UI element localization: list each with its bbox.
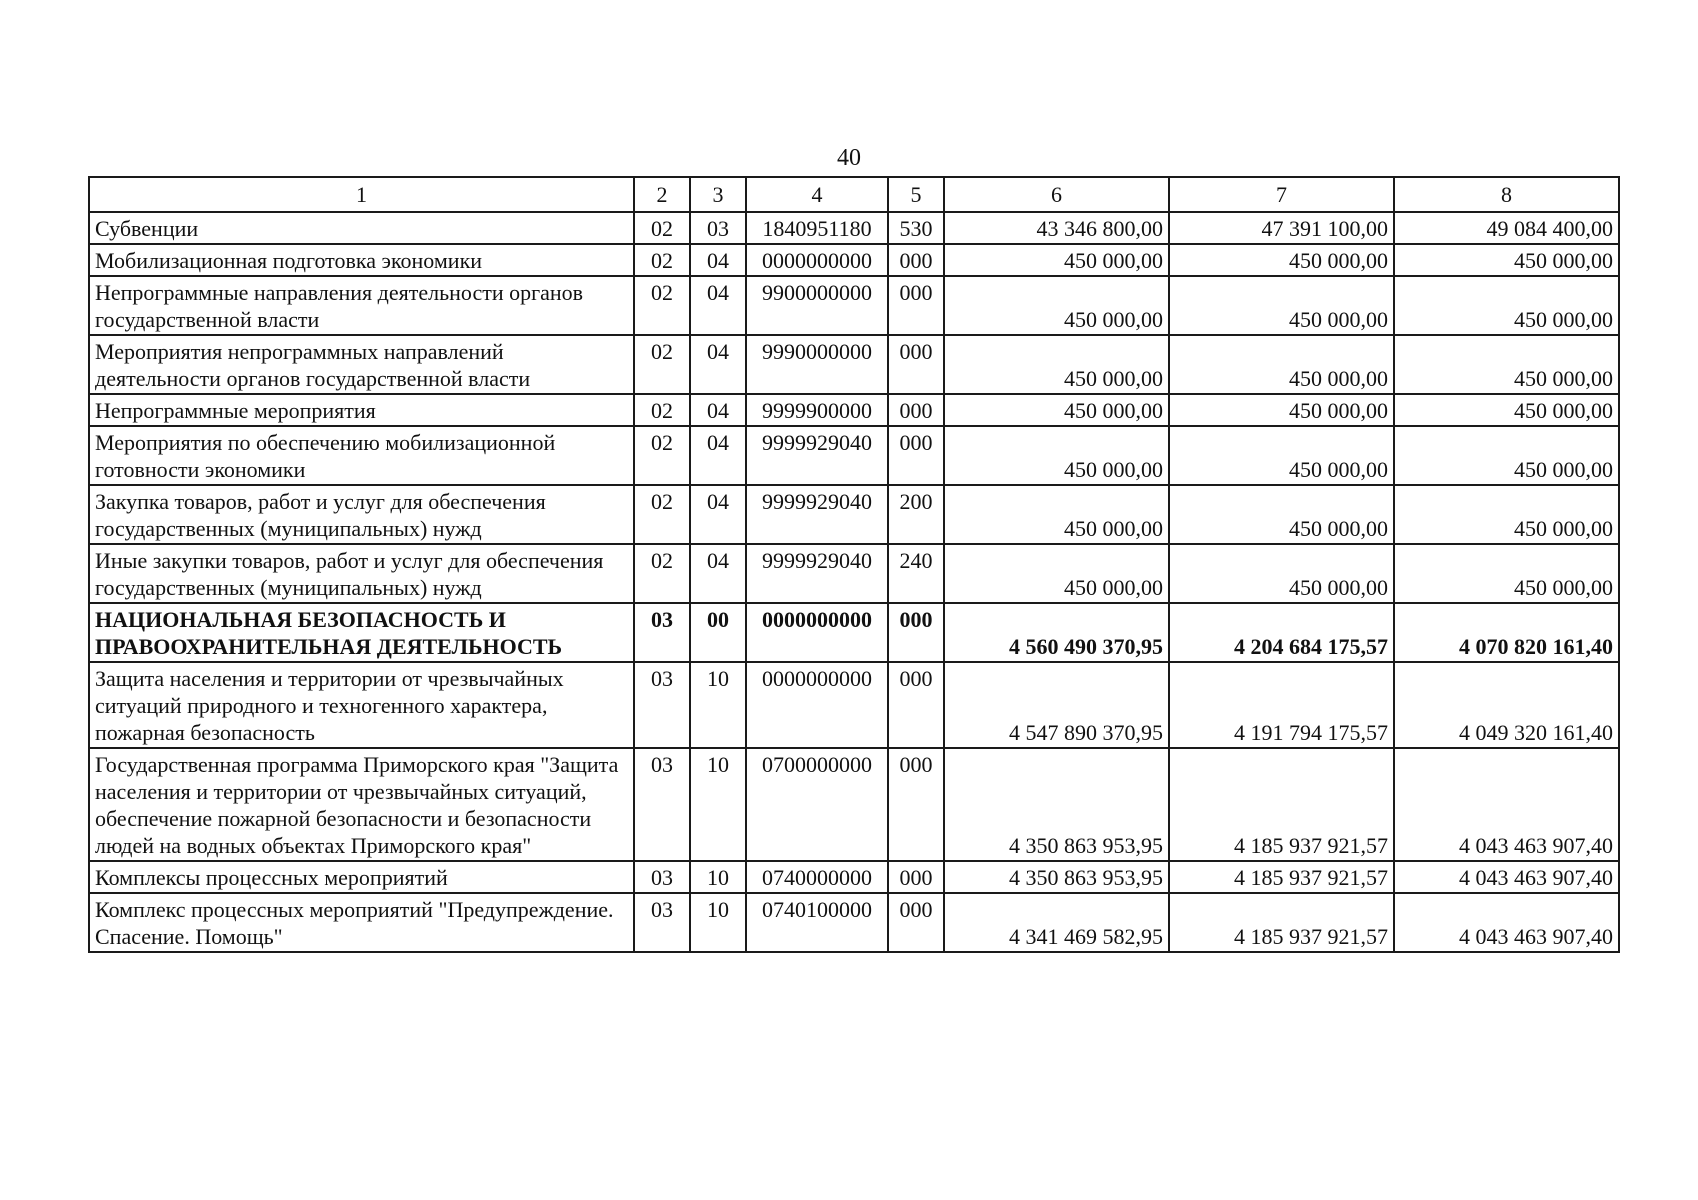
cell-amount-col6: 450 000,00 — [944, 244, 1169, 276]
cell-amount-col7: 4 185 937 921,57 — [1169, 893, 1394, 952]
cell-section: 02 — [634, 426, 690, 485]
cell-target-article: 0700000000 — [746, 748, 888, 861]
column-number-7: 7 — [1169, 177, 1394, 212]
table-row — [89, 748, 1619, 861]
cell-name: НАЦИОНАЛЬНАЯ БЕЗОПАСНОСТЬ И ПРАВООХРАНИТЕЛЬНАЯ ДЕЯТЕЛЬНОСТЬ — [89, 603, 634, 662]
cell-subsection: 10 — [690, 893, 746, 952]
table-row — [89, 544, 1619, 603]
cell-expense-type: 000 — [888, 748, 944, 861]
cell-amount-col8: 49 084 400,00 — [1394, 212, 1619, 244]
cell-amount-col7: 450 000,00 — [1169, 485, 1394, 544]
cell-amount-col6: 4 350 863 953,95 — [944, 748, 1169, 861]
column-number-1: 1 — [89, 177, 634, 212]
cell-section: 02 — [634, 485, 690, 544]
cell-amount-col6: 450 000,00 — [944, 276, 1169, 335]
cell-amount-col7: 4 204 684 175,57 — [1169, 603, 1394, 662]
cell-expense-type: 200 — [888, 485, 944, 544]
cell-name: Субвенции — [89, 212, 634, 244]
cell-name: Комплексы процессных мероприятий — [89, 861, 634, 893]
table-row — [89, 244, 1619, 276]
table-row — [89, 335, 1619, 394]
cell-target-article: 9999929040 — [746, 544, 888, 603]
cell-amount-col6: 450 000,00 — [944, 544, 1169, 603]
cell-name: Мобилизационная подготовка экономики — [89, 244, 634, 276]
cell-amount-col7: 450 000,00 — [1169, 276, 1394, 335]
cell-subsection: 10 — [690, 748, 746, 861]
table-row — [89, 212, 1619, 244]
cell-amount-col7: 47 391 100,00 — [1169, 212, 1394, 244]
cell-section: 03 — [634, 662, 690, 748]
cell-amount-col7: 4 185 937 921,57 — [1169, 748, 1394, 861]
cell-section: 02 — [634, 394, 690, 426]
cell-expense-type: 240 — [888, 544, 944, 603]
table-row — [89, 861, 1619, 893]
cell-target-article: 0740000000 — [746, 861, 888, 893]
cell-target-article: 9999929040 — [746, 426, 888, 485]
cell-expense-type: 000 — [888, 861, 944, 893]
cell-section: 02 — [634, 544, 690, 603]
cell-expense-type: 000 — [888, 662, 944, 748]
cell-subsection: 04 — [690, 544, 746, 603]
cell-expense-type: 000 — [888, 426, 944, 485]
column-number-row — [89, 177, 1619, 212]
cell-amount-col8: 4 049 320 161,40 — [1394, 662, 1619, 748]
cell-section: 02 — [634, 212, 690, 244]
cell-amount-col6: 450 000,00 — [944, 485, 1169, 544]
cell-target-article: 9990000000 — [746, 335, 888, 394]
cell-amount-col8: 450 000,00 — [1394, 394, 1619, 426]
cell-target-article: 9999929040 — [746, 485, 888, 544]
cell-name: Мероприятия по обеспечению мобилизационной готовности экономики — [89, 426, 634, 485]
cell-section: 02 — [634, 276, 690, 335]
cell-target-article: 0000000000 — [746, 244, 888, 276]
cell-amount-col6: 43 346 800,00 — [944, 212, 1169, 244]
cell-name: Иные закупки товаров, работ и услуг для обеспечения государственных (муниципальных) нужд — [89, 544, 634, 603]
cell-expense-type: 000 — [888, 893, 944, 952]
table-row — [89, 485, 1619, 544]
cell-name: Комплекс процессных мероприятий "Предупреждение. Спасение. Помощь" — [89, 893, 634, 952]
table-row — [89, 603, 1619, 662]
cell-section: 03 — [634, 603, 690, 662]
cell-amount-col8: 450 000,00 — [1394, 335, 1619, 394]
cell-amount-col8: 4 070 820 161,40 — [1394, 603, 1619, 662]
cell-expense-type: 000 — [888, 603, 944, 662]
cell-expense-type: 000 — [888, 394, 944, 426]
column-number-3: 3 — [690, 177, 746, 212]
cell-section: 02 — [634, 244, 690, 276]
cell-amount-col8: 450 000,00 — [1394, 426, 1619, 485]
cell-name: Закупка товаров, работ и услуг для обеспечения государственных (муниципальных) нужд — [89, 485, 634, 544]
cell-expense-type: 530 — [888, 212, 944, 244]
column-number-5: 5 — [888, 177, 944, 212]
cell-subsection: 10 — [690, 662, 746, 748]
cell-target-article: 9900000000 — [746, 276, 888, 335]
table-row — [89, 394, 1619, 426]
cell-subsection: 04 — [690, 244, 746, 276]
cell-section: 03 — [634, 861, 690, 893]
cell-amount-col6: 450 000,00 — [944, 335, 1169, 394]
cell-expense-type: 000 — [888, 335, 944, 394]
cell-name: Мероприятия непрограммных направлений деятельности органов государственной власти — [89, 335, 634, 394]
cell-amount-col8: 450 000,00 — [1394, 244, 1619, 276]
cell-target-article: 0740100000 — [746, 893, 888, 952]
cell-subsection: 04 — [690, 276, 746, 335]
cell-name: Непрограммные направления деятельности органов государственной власти — [89, 276, 634, 335]
cell-amount-col7: 4 191 794 175,57 — [1169, 662, 1394, 748]
cell-amount-col6: 4 341 469 582,95 — [944, 893, 1169, 952]
cell-amount-col6: 450 000,00 — [944, 394, 1169, 426]
cell-target-article: 1840951180 — [746, 212, 888, 244]
cell-subsection: 00 — [690, 603, 746, 662]
cell-amount-col7: 450 000,00 — [1169, 394, 1394, 426]
cell-section: 03 — [634, 748, 690, 861]
cell-amount-col8: 450 000,00 — [1394, 276, 1619, 335]
cell-expense-type: 000 — [888, 276, 944, 335]
cell-amount-col7: 450 000,00 — [1169, 244, 1394, 276]
cell-subsection: 03 — [690, 212, 746, 244]
cell-name: Государственная программа Приморского края "Защита населения и территории от чрезвычайных ситуаций, обеспечение пожарной безопасности и безопасности людей на водных объектах Приморского края" — [89, 748, 634, 861]
cell-amount-col6: 450 000,00 — [944, 426, 1169, 485]
cell-subsection: 10 — [690, 861, 746, 893]
cell-amount-col7: 4 185 937 921,57 — [1169, 861, 1394, 893]
column-number-4: 4 — [746, 177, 888, 212]
cell-subsection: 04 — [690, 394, 746, 426]
cell-amount-col8: 4 043 463 907,40 — [1394, 748, 1619, 861]
cell-name: Защита населения и территории от чрезвычайных ситуаций природного и техногенного характера, пожарная безопасность — [89, 662, 634, 748]
cell-amount-col6: 4 560 490 370,95 — [944, 603, 1169, 662]
table-row — [89, 426, 1619, 485]
cell-subsection: 04 — [690, 335, 746, 394]
cell-subsection: 04 — [690, 426, 746, 485]
cell-subsection: 04 — [690, 485, 746, 544]
cell-amount-col7: 450 000,00 — [1169, 335, 1394, 394]
cell-amount-col6: 4 547 890 370,95 — [944, 662, 1169, 748]
budget-table — [88, 176, 1620, 953]
table-body — [89, 177, 1619, 952]
cell-amount-col8: 450 000,00 — [1394, 544, 1619, 603]
column-number-2: 2 — [634, 177, 690, 212]
cell-amount-col6: 4 350 863 953,95 — [944, 861, 1169, 893]
cell-target-article: 0000000000 — [746, 603, 888, 662]
cell-amount-col8: 4 043 463 907,40 — [1394, 861, 1619, 893]
cell-amount-col7: 450 000,00 — [1169, 544, 1394, 603]
cell-target-article: 0000000000 — [746, 662, 888, 748]
cell-target-article: 9999900000 — [746, 394, 888, 426]
cell-expense-type: 000 — [888, 244, 944, 276]
table-row — [89, 276, 1619, 335]
cell-amount-col8: 4 043 463 907,40 — [1394, 893, 1619, 952]
page-number: 40 — [837, 145, 861, 171]
table-row — [89, 662, 1619, 748]
cell-name: Непрограммные мероприятия — [89, 394, 634, 426]
column-number-6: 6 — [944, 177, 1169, 212]
cell-section: 03 — [634, 893, 690, 952]
cell-amount-col8: 450 000,00 — [1394, 485, 1619, 544]
cell-section: 02 — [634, 335, 690, 394]
table-row — [89, 893, 1619, 952]
cell-amount-col7: 450 000,00 — [1169, 426, 1394, 485]
column-number-8: 8 — [1394, 177, 1619, 212]
